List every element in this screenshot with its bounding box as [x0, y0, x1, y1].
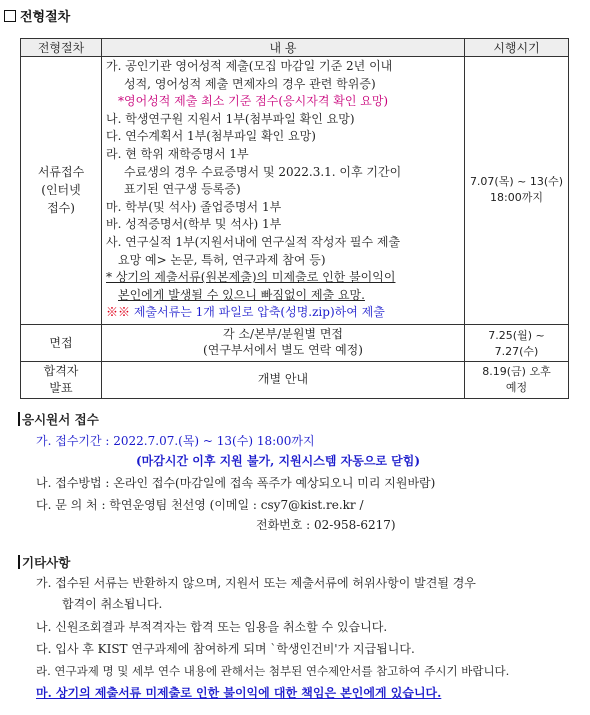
- content-line: * 상기의 제출서류(원본제출)의 미제출로 인한 불이익이: [106, 270, 396, 285]
- content-line: 다. 연수계획서 1부(첨부파일 확인 요망): [106, 129, 316, 144]
- apply-method: 나. 접수방법 : 온라인 접수(마감일에 접속 폭주가 예상되오니 미리 지원바람): [36, 476, 436, 490]
- content-line: *영어성적 제출 최소 기준 점수(응시자격 확인 요망): [118, 94, 389, 109]
- stage-text: 합격자 발표: [43, 363, 79, 395]
- content-line: 바. 성적증명서(학부 및 석사) 1부: [106, 217, 282, 232]
- etc-item: 다. 입사 후 KIST 연구과제에 참여하게 되며 `학생인건비'가 지급됩니다.: [36, 642, 415, 656]
- content-line: [106, 304, 460, 322]
- period-cell: [465, 361, 569, 398]
- header-stage: 전형절차: [21, 39, 102, 57]
- etc-item: 합격이 취소됩니다.: [62, 597, 163, 611]
- content-line: 각 소/본부/분원별 면접: [222, 327, 344, 342]
- procedure-table: [20, 38, 569, 399]
- content-line: 표기된 연구생 등록증): [124, 182, 241, 197]
- content-cell: 개별 안내: [102, 361, 465, 398]
- stage-cell: 면접: [21, 324, 102, 361]
- content-line: 나. 학생연구원 지원서 1부(첨부파일 확인 요망): [106, 111, 355, 126]
- content-line: 성적, 영어성적 제출 면제자의 경우 관련 학위증): [124, 76, 376, 91]
- stage-cell: [21, 361, 102, 398]
- header-period: 시행시기: [465, 39, 569, 57]
- table-header-row: [21, 39, 569, 57]
- note-text: 제출서류는 1개 파일로 압축(성명.zip)하여 제출: [133, 305, 385, 320]
- period-text: 8.19(금) 오후 예정: [482, 364, 551, 394]
- apply-period-note: (마감시간 이후 지원 불가, 지원시스템 자동으로 닫힘): [136, 454, 421, 468]
- period-text: 7.07(목) ~ 13(수) 18:00까지: [469, 175, 564, 205]
- content-line: 요망 예> 논문, 특허, 연구과제 참여 등): [118, 252, 326, 267]
- content-cell: [102, 324, 465, 361]
- apply-contact-phone: 전화번호 : 02-958-6217): [256, 518, 396, 532]
- content-line: (연구부서에서 별도 연락 예정): [203, 343, 363, 358]
- section-bar-icon: [18, 412, 20, 426]
- content-line: 수료생의 경우 수료증명서 및 2022.3.1. 이후 기간이: [124, 164, 402, 179]
- table-row: [21, 324, 569, 361]
- content-line: 본인에게 발생될 수 있으니 빠짐없이 제출 요망.: [118, 287, 365, 302]
- content-line: 가. 공인기관 영어성적 제출(모집 마감일 기준 2년 이내: [106, 59, 393, 73]
- section-heading-apply: 응시원서 접수: [18, 410, 99, 428]
- section-bar-icon: [18, 555, 20, 569]
- apply-period: 가. 접수기간 : 2022.7.07.(목) ~ 13(수) 18:00까지: [36, 434, 315, 448]
- stage-cell: [21, 57, 102, 325]
- period-cell: 7.25(월) ~ 7.27(수): [465, 324, 569, 361]
- etc-item: 가. 접수된 서류는 반환하지 않으며, 지원서 또는 제출서류에 허위사항이 발견될 경우: [36, 576, 476, 590]
- table-row: [21, 57, 569, 325]
- period-cell: [465, 57, 569, 325]
- section-heading-etc: 기타사항: [18, 553, 70, 571]
- content-cell: [102, 57, 465, 325]
- etc-item-warning: 마. 상기의 제출서류 미제출로 인한 불이익에 대한 책임은 본인에게 있습니다.: [36, 686, 442, 700]
- content-line: 사. 연구실적 1부(지원서내에 연구실적 작성자 필수 제출: [106, 234, 401, 249]
- table-row: [21, 361, 569, 398]
- etc-item: 나. 신원조회결과 부적격자는 합격 또는 임용을 취소할 수 있습니다.: [36, 620, 388, 634]
- etc-item: 라. 연구과제 명 및 세부 연수 내용에 관해서는 첨부된 연수제안서를 참고하여 주시기 바랍니다.: [36, 664, 510, 678]
- page-title: 전형절차: [4, 6, 70, 25]
- content-line: 라. 현 학위 재학증명서 1부: [106, 146, 249, 161]
- content-line: 마. 학부(및 석사) 졸업증명서 1부: [106, 199, 282, 214]
- stage-doc: 서류접수 (인터넷 접수): [37, 165, 85, 216]
- apply-contact: 다. 문 의 처 : 학연운영팀 천선영 (이메일 : csy7@kist.re.kr /: [36, 498, 364, 512]
- header-content: 내 용: [102, 39, 465, 57]
- checkbox-square-icon: [4, 10, 16, 22]
- note-prefix: ※※: [106, 305, 131, 320]
